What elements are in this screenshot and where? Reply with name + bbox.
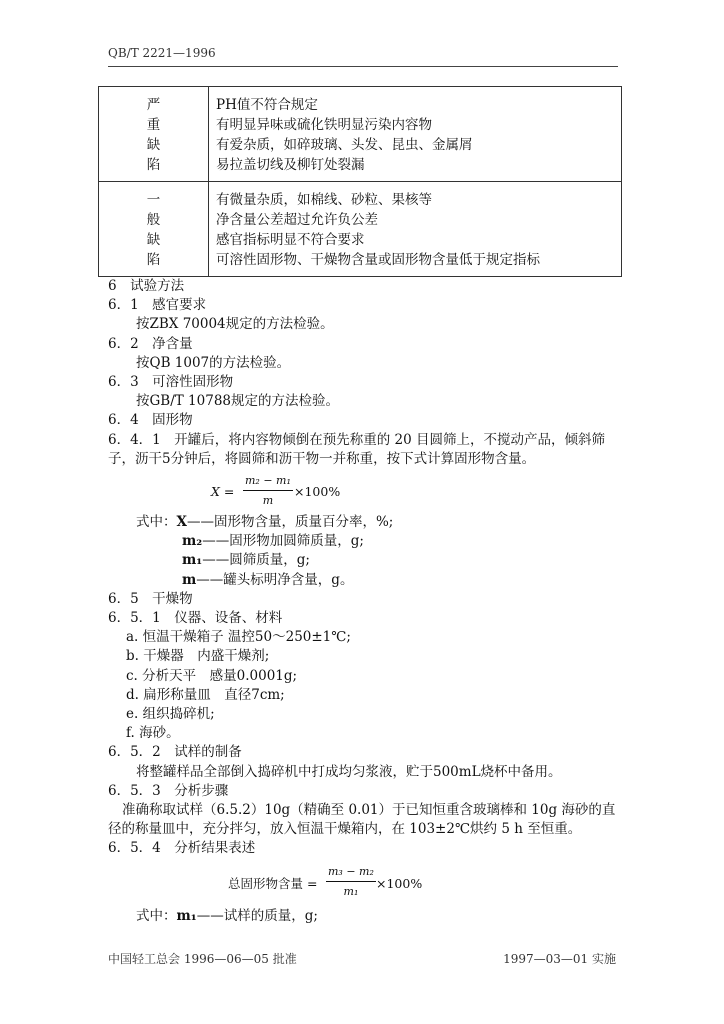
section-paragraph: 6．4．1 开罐后，将内容物倾倒在预先称重的 20 目圆筛上，不搅动产品，倾斜筛子，沥干5分钟后，将圆筛和沥干物一并称重，按下式计算固形物含量。 xyxy=(108,431,606,467)
defect-item: 感官指标明显不符合要求 xyxy=(216,232,365,248)
body-text xyxy=(108,277,624,926)
list-item: d. 扁形称量皿 直径7cm; xyxy=(126,686,285,703)
category-cell xyxy=(99,87,209,182)
category-char: 严 xyxy=(146,97,161,113)
where-symbol: m xyxy=(182,571,197,588)
where-line xyxy=(108,551,624,570)
defect-item: 可溶性固形物、干燥物含量或固形物含量低于规定指标 xyxy=(216,252,540,268)
formula-numerator: m₃ − m₂ xyxy=(326,862,376,882)
where-line xyxy=(108,532,624,551)
where-desc: ——固形物含量，质量百分率，%; xyxy=(186,514,394,531)
where-desc: ——圆筛质量，g; xyxy=(202,552,310,569)
section-heading: 6．1 感官要求 xyxy=(108,297,207,314)
section-paragraph: 准确称取试样（6.5.2）10g（精确至 0.01）于已知恒重含玻璃棒和 10g 海砂的直径的称量皿中，充分拌匀，放入恒温干燥箱内，在 103±2℃烘约 5 h 至恒重。 xyxy=(108,802,616,838)
where-desc: ——试样的质量，g; xyxy=(196,907,318,924)
formula-rhs: ×100% xyxy=(376,875,423,891)
where-prefix: 式中： xyxy=(136,514,177,531)
section-heading: 6．5．3 分析步骤 xyxy=(108,782,229,799)
where-symbol: m₂ xyxy=(182,533,203,550)
footer-approval: 中国轻工总会 1996—06—05 批准 xyxy=(108,952,297,966)
formula-lhs: X = xyxy=(211,484,235,500)
items-cell xyxy=(209,182,622,277)
category-cell xyxy=(99,182,209,277)
where-symbol: X xyxy=(176,514,187,531)
list-item: c. 分析天平 感量0.0001g; xyxy=(126,667,298,684)
section-heading: 6．4 固形物 xyxy=(108,412,193,429)
section-text: 按GB/T 10788规定的方法检验。 xyxy=(136,393,339,410)
category-char: 般 xyxy=(146,212,161,228)
formula-denominator: m xyxy=(262,494,274,508)
formula-lhs: 总固形物含量 = xyxy=(228,875,318,891)
defect-item: 净含量公差超过允许负公差 xyxy=(216,212,378,228)
section-heading: 6．5．1 仪器、设备、材料 xyxy=(108,610,283,627)
section-heading: 6．5．4 分析结果表述 xyxy=(108,840,256,857)
table-row xyxy=(99,87,622,182)
list-item: f. 海砂。 xyxy=(126,725,180,742)
list-item: b. 干燥器 内盛干燥剂; xyxy=(126,648,270,665)
items-cell xyxy=(209,87,622,182)
section-text: 将整罐样品全部倒入捣碎机中打成均匀浆液，贮于500mL烧杯中备用。 xyxy=(136,763,562,780)
where-line xyxy=(108,571,624,590)
section-heading: 6 试验方法 xyxy=(108,278,185,294)
page-header-code: QB/T 2221—1996 xyxy=(108,46,216,60)
where-line xyxy=(108,513,624,532)
where-prefix: 式中： xyxy=(136,907,177,924)
list-item: a. 恒温干燥箱子 温控50～250±1℃; xyxy=(126,629,351,646)
where-desc: ——罐头标明净含量，g。 xyxy=(196,571,354,588)
where-line xyxy=(108,907,624,926)
formula-fraction xyxy=(326,862,376,901)
formula-total-solids xyxy=(108,859,624,907)
formula-numerator: m₂ − m₁ xyxy=(243,471,293,491)
defect-item: 易拉盖切线及柳钉处裂漏 xyxy=(216,157,365,173)
formula-denominator: m₁ xyxy=(343,884,359,898)
defects-table xyxy=(98,86,622,277)
category-char: 陷 xyxy=(146,157,161,173)
category-char: 陷 xyxy=(146,252,161,268)
defect-item: 有明显异味或硫化铁明显污染内容物 xyxy=(216,117,432,133)
formula-solids xyxy=(108,469,624,513)
section-text: 按QB 1007的方法检验。 xyxy=(136,354,291,371)
section-text: 按ZBX 70004规定的方法检验。 xyxy=(136,316,334,333)
where-symbol: m₁ xyxy=(176,907,197,924)
table-row xyxy=(99,182,622,277)
category-char: 缺 xyxy=(146,137,161,153)
list-item: e. 组织捣碎机; xyxy=(126,706,215,723)
category-char: 一 xyxy=(146,192,161,208)
section-heading: 6．5．2 试样的制备 xyxy=(108,744,242,761)
footer-implementation: 1997—03—01 实施 xyxy=(503,952,616,966)
section-heading: 6．2 净含量 xyxy=(108,335,193,352)
formula-fraction xyxy=(243,471,293,510)
formula-rhs: ×100% xyxy=(294,484,341,500)
defect-item: PH值不符合规定 xyxy=(216,97,318,113)
category-char: 缺 xyxy=(146,232,161,248)
section-heading: 6．5 干燥物 xyxy=(108,590,193,607)
defect-item: 有微量杂质，如棉线、砂粒、果核等 xyxy=(216,192,432,208)
category-char: 重 xyxy=(146,117,161,133)
header-rule xyxy=(108,66,618,67)
section-heading: 6．3 可溶性固形物 xyxy=(108,374,234,391)
defect-item: 有爱杂质，如碎玻璃、头发、昆虫、金属屑 xyxy=(216,137,473,153)
where-symbol: m₁ xyxy=(182,552,203,569)
where-desc: ——固形物加圆筛质量，g; xyxy=(202,533,364,550)
